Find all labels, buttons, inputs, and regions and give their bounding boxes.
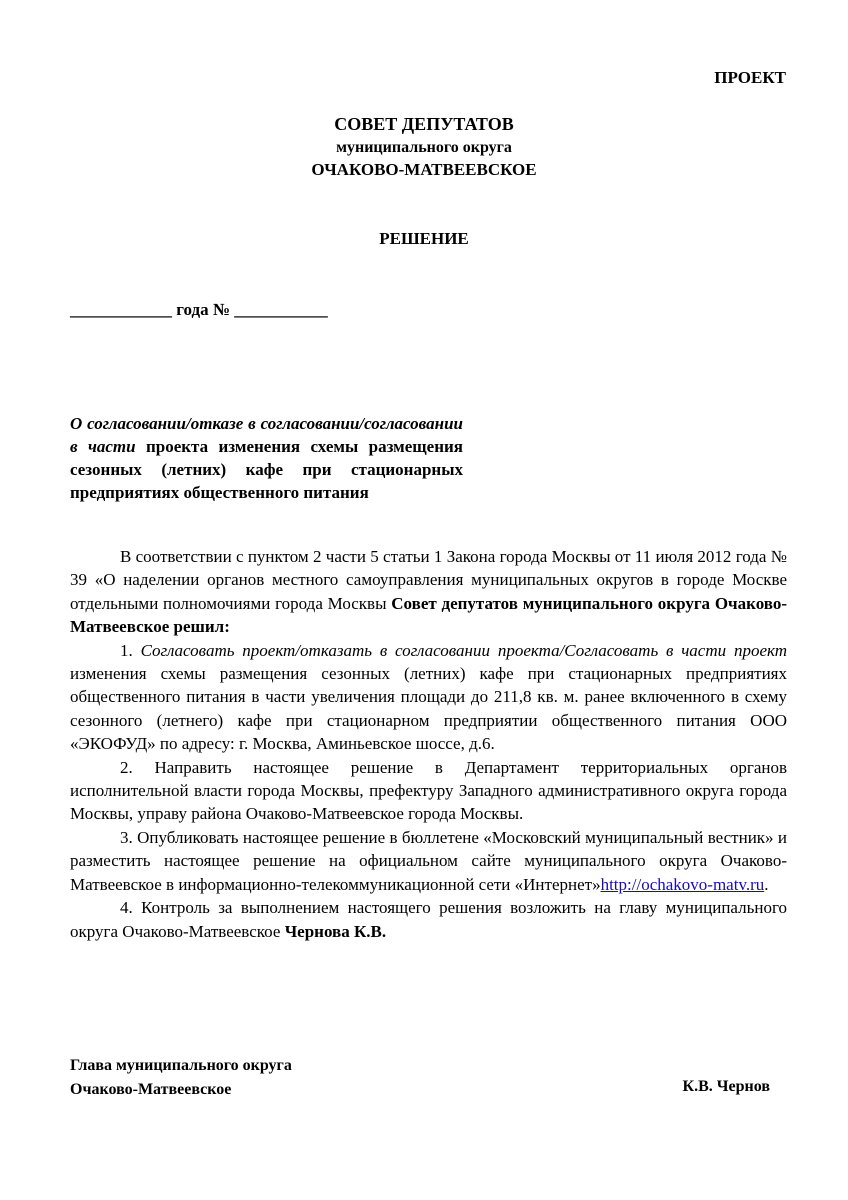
subject-italic: О согласовании/отказе в согласовании/согласовании в части (70, 414, 463, 456)
intro-bold: Совет депутатов муниципального округа Очаково-Матвеевское решил: (70, 593, 787, 637)
item-3-end: . (764, 874, 769, 894)
decision-body (70, 545, 787, 943)
year-number-label: года № (172, 300, 235, 319)
signature-title-line1: Глава муниципального округа (70, 1057, 292, 1074)
signature-name: К.В. Чернов (682, 1078, 770, 1095)
date-blank: ____________ (70, 300, 172, 319)
council-title: СОВЕТ ДЕПУТАТОВ (334, 114, 514, 134)
item-1-number: 1. (120, 640, 141, 660)
date-number-line (70, 300, 328, 320)
district-name: ОЧАКОВО-МАТВЕЕВСКОЕ (311, 160, 537, 179)
item-4-bold: Чернова К.В. (284, 921, 387, 941)
item-1 (70, 639, 787, 756)
website-link[interactable]: http://ochakovo-matv.ru (600, 874, 765, 894)
intro-paragraph (70, 545, 787, 639)
item-4 (70, 896, 787, 943)
decision-subject (70, 412, 463, 504)
subject-last-line: предприятиях общественного питания (70, 483, 369, 502)
item-2: 2. Направить настоящее решение в Департамент территориальных органов исполнительной власти города Москвы, префектуру Западного административного округа города Москвы, управу района Очаково-Матвеевское города Москвы. (70, 757, 787, 824)
signature-title-line2: Очаково-Матвеевское (70, 1081, 232, 1098)
item-3-text: 3. Опубликовать настоящее решение в бюллетене «Московский муниципальный вестник» и разместить настоящее решение на официальном сайте муниципального округа Очаково-Матвеевское в информационно-телекоммуникационной сети «Интернет» (70, 827, 787, 894)
decision-title: РЕШЕНИЕ (379, 229, 469, 248)
item-3 (70, 826, 787, 896)
number-blank: ___________ (234, 300, 328, 319)
draft-label: ПРОЕКТ (714, 68, 786, 87)
district-subtitle: муниципального округа (336, 139, 512, 156)
intro-text: В соответствии с пунктом 2 части 5 статьи 1 Закона города Москвы от 11 июля 2012 года № 39 «О наделении органов местного самоуправления муниципальных округов в городе Москве отдельными полномочиями города Москвы (70, 547, 787, 613)
subject-plain: проекта изменения схемы размещения сезонных (летних) кафе при стационарных (70, 437, 463, 479)
item-4-text: 4. Контроль за выполнением настоящего решения возложить на главу муниципального округа Очаково-Матвеевское (70, 898, 787, 941)
item-1-text: изменения схемы размещения сезонных (летних) кафе при стационарных предприятиях общественного питания в части увеличения площади до 211,8 кв. м. ранее включенного в схему сезонного (летнего) кафе при стационарном предприятии общественного питания ООО «ЭКОФУД» по адресу: г. Москва, Аминьевское шоссе, д.6. (70, 664, 787, 754)
signature-title (70, 1054, 292, 1102)
item-1-italic: Согласовать проект/отказать в согласовании проекта/Согласовать в части проект (140, 640, 787, 660)
subject-main (70, 412, 463, 481)
